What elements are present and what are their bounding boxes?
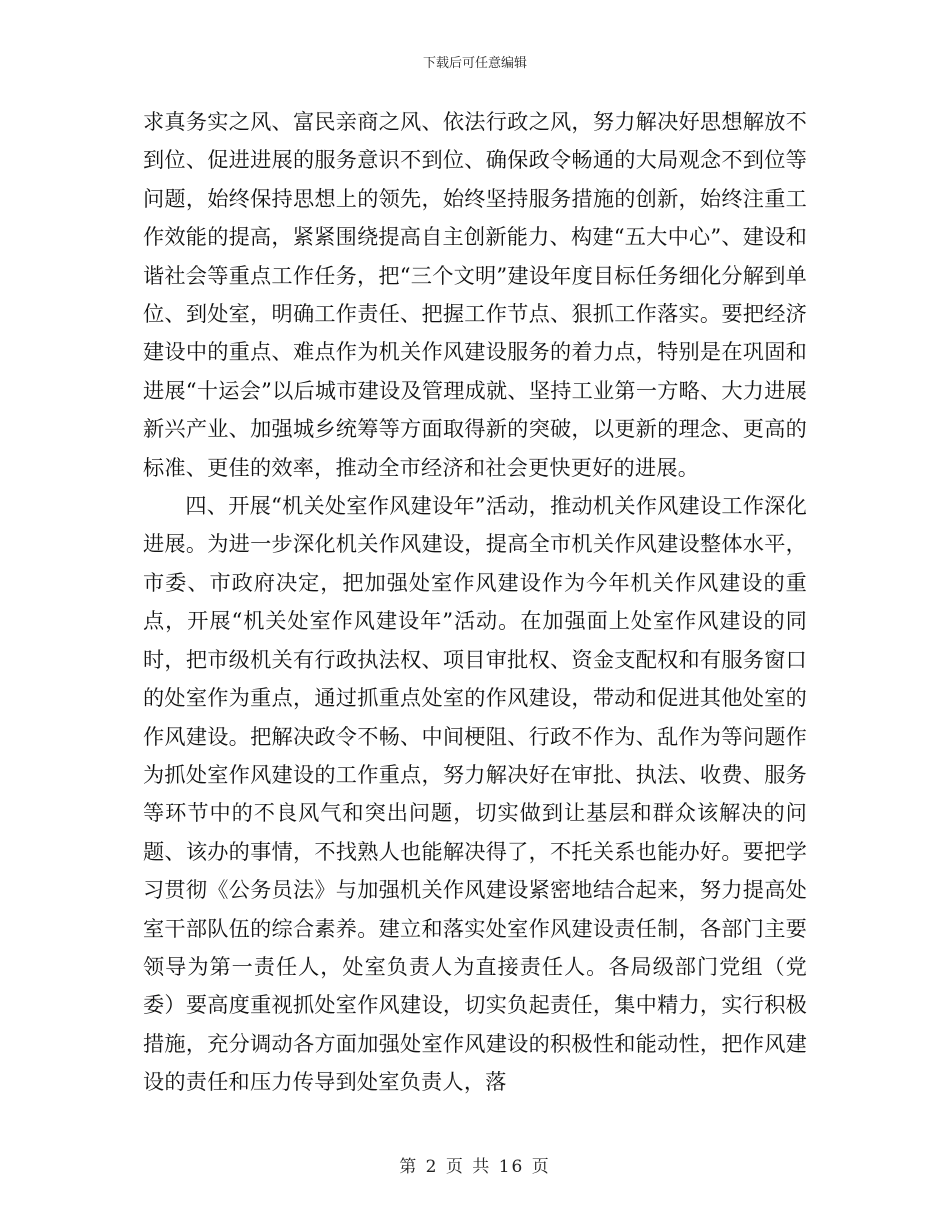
- paragraph-continuation: 求真务实之风、富民亲商之风、依法行政之风，努力解决好思想解放不到位、促进进展的服务意识不到位、确保政令畅通的大局观念不到位等问题，始终保持思想上的领先，始终坚持服务措施的创新，始终注重工作效能的提高，紧紧围绕提高自主创新能力、构建“五大中心”、建设和谐社会等重点工作任务，把“三个文明”建设年度目标任务细化分解到单位、到处室，明确工作责任、把握工作节点、狠抓工作落实。要把经济建设中的重点、难点作为机关作风建设服务的着力点，特别是在巩固和进展“十运会”以后城市建设及管理成就、坚持工业第一方略、大力进展新兴产业、加强城乡统筹等方面取得新的突破，以更新的理念、更高的标准、更佳的效率，推动全市经济和社会更快更好的进展。: [143, 109, 807, 480]
- page-number: 第 2 页 共 16 页: [399, 1157, 551, 1177]
- document-body: [143, 103, 807, 1102]
- paragraph-section-four: 四、开展“机关处室作风建设年”活动，推动机关作风建设工作深化进展。为进一步深化机关作风建设，提高全市机关作风建设整体水平，市委、市政府决定，把加强处室作风建设作为今年机关作风建设的重点，开展“机关处室作风建设年”活动。在加强面上处室作风建设的同时，把市级机关有行政执法权、项目审批权、资金支配权和有服务窗口的处室作为重点，通过抓重点处室的作风建设，带动和促进其他处室的作风建设。把解决政令不畅、中间梗阻、行政不作为、乱作为等问题作为抓处室作风建设的工作重点，努力解决好在审批、执法、收费、服务等环节中的不良风气和突出问题，切实做到让基层和群众该解决的问题、该办的事情，不找熟人也能解决得了，不托关系也能办好。要把学习贯彻《公务员法》与加强机关作风建设紧密地结合起来，努力提高处室干部队伍的综合素养。建立和落实处室作风建设责任制，各部门主要领导为第一责任人，处室负责人为直接责任人。各局级部门党组（党委）要高度重视抓处室作风建设，切实负起责任，集中精力，实行积极措施，充分调动各方面加强处室作风建设的积极性和能动性，把作风建设的责任和压力传导到处室负责人，落: [143, 493, 807, 1095]
- page-header-note: 下载后可任意编辑: [422, 56, 527, 71]
